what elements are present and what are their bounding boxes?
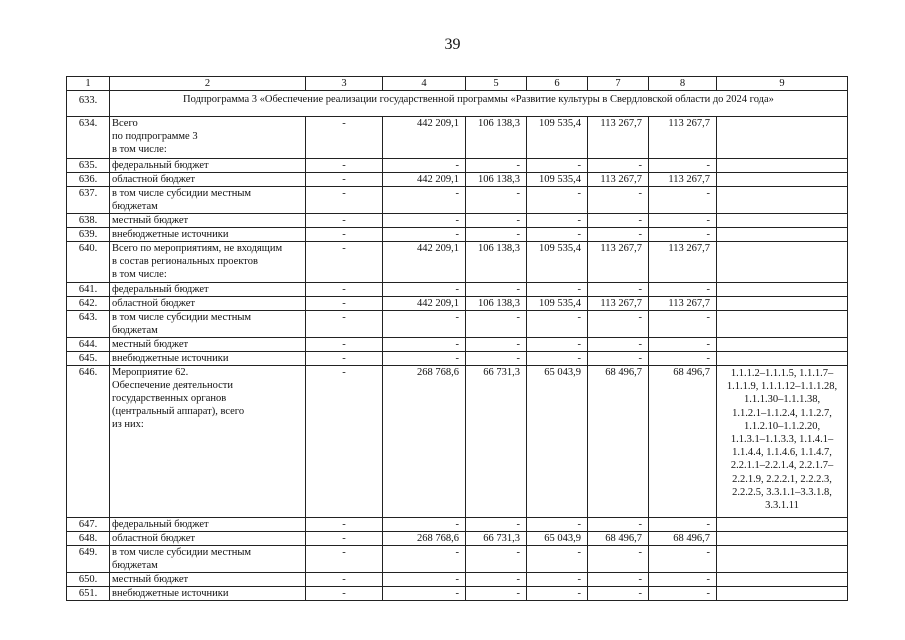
row-label: областной бюджет [110, 532, 306, 546]
cell-target-codes [717, 159, 848, 173]
table-row [67, 366, 848, 518]
table-row [67, 117, 848, 159]
cell-year-2020: - [466, 283, 527, 297]
column-number: 4 [383, 77, 466, 91]
cell-year-2021: 109 535,4 [527, 173, 588, 187]
cell-total: - [383, 587, 466, 601]
cell-col3: - [306, 214, 383, 228]
budget-table [66, 76, 848, 601]
cell-col3: - [306, 173, 383, 187]
column-number: 9 [717, 77, 848, 91]
cell-year-2020: - [466, 214, 527, 228]
cell-col3: - [306, 311, 383, 338]
subprogram-row [67, 91, 848, 117]
cell-year-2022: - [588, 187, 649, 214]
table-row [67, 187, 848, 214]
row-number: 636. [67, 173, 110, 187]
row-number: 638. [67, 214, 110, 228]
cell-target-codes [717, 187, 848, 214]
row-label: в том числе субсидии местным бюджетам [110, 187, 306, 214]
cell-year-2020: 66 731,3 [466, 532, 527, 546]
cell-target-codes [717, 546, 848, 573]
cell-year-2022: 68 496,7 [588, 366, 649, 518]
row-number: 642. [67, 297, 110, 311]
row-label: местный бюджет [110, 573, 306, 587]
cell-target-codes [717, 242, 848, 283]
cell-year-2021: 65 043,9 [527, 532, 588, 546]
cell-col3: - [306, 283, 383, 297]
cell-year-2022: 68 496,7 [588, 532, 649, 546]
column-number-row [67, 77, 848, 91]
cell-year-2023: 113 267,7 [649, 242, 717, 283]
cell-target-codes [717, 283, 848, 297]
row-number: 650. [67, 573, 110, 587]
cell-year-2021: - [527, 518, 588, 532]
column-number: 8 [649, 77, 717, 91]
cell-total: 442 209,1 [383, 117, 466, 159]
cell-target-codes [717, 214, 848, 228]
cell-year-2023: - [649, 159, 717, 173]
cell-col3: - [306, 352, 383, 366]
table-row [67, 173, 848, 187]
subprogram-title: Подпрограмма 3 «Обеспечение реализации государственной программы «Развитие культуры в Свердловской области до 2024 года» [110, 91, 848, 117]
row-number: 635. [67, 159, 110, 173]
cell-col3: - [306, 159, 383, 173]
cell-col3: - [306, 117, 383, 159]
table-row [67, 546, 848, 573]
cell-year-2022: 113 267,7 [588, 173, 649, 187]
cell-year-2022: - [588, 587, 649, 601]
cell-total: - [383, 159, 466, 173]
cell-year-2020: - [466, 159, 527, 173]
cell-year-2021: - [527, 587, 588, 601]
row-label: местный бюджет [110, 214, 306, 228]
row-number: 645. [67, 352, 110, 366]
cell-year-2021: - [527, 159, 588, 173]
row-label: в том числе субсидии местным бюджетам [110, 546, 306, 573]
cell-col3: - [306, 573, 383, 587]
cell-year-2020: 66 731,3 [466, 366, 527, 518]
cell-year-2022: - [588, 352, 649, 366]
cell-year-2022: 113 267,7 [588, 297, 649, 311]
column-number: 7 [588, 77, 649, 91]
cell-year-2020: - [466, 518, 527, 532]
row-label: Всего по подпрограмме 3 в том числе: [110, 117, 306, 159]
cell-total: - [383, 214, 466, 228]
cell-year-2020: - [466, 187, 527, 214]
column-number: 1 [67, 77, 110, 91]
row-number: 644. [67, 338, 110, 352]
cell-year-2021: - [527, 352, 588, 366]
row-number: 637. [67, 187, 110, 214]
table-row [67, 297, 848, 311]
cell-target-codes: 1.1.1.2–1.1.1.5, 1.1.1.7– 1.1.1.9, 1.1.1.12–1.1.1.28, 1.1.1.30–1.1.1.38, 1.1.2.1–1.1.2.4, 1.1.2.7, 1.1.2.10–1.1.2.20, 1.1.3.1–1.1.3.3, 1.1.4.1– 1.1.4.4, 1.1.4.6, 1.1.4.7, 2.2.1.1–2.2.1.4, 2.2.1.7– 2.2.1.9, 2.2.2.1, 2.2.2.3, 2.2.2.5, 3.3.1.1–3.3.1.8, 3.3.1.11 [717, 366, 848, 518]
cell-year-2020: 106 138,3 [466, 242, 527, 283]
cell-year-2022: - [588, 283, 649, 297]
cell-target-codes [717, 338, 848, 352]
cell-total: - [383, 283, 466, 297]
cell-year-2023: - [649, 546, 717, 573]
cell-year-2023: - [649, 228, 717, 242]
row-label: областной бюджет [110, 173, 306, 187]
cell-year-2021: 109 535,4 [527, 297, 588, 311]
cell-year-2023: - [649, 187, 717, 214]
cell-target-codes [717, 117, 848, 159]
row-number: 647. [67, 518, 110, 532]
table-row [67, 214, 848, 228]
cell-year-2023: - [649, 352, 717, 366]
cell-year-2020: 106 138,3 [466, 297, 527, 311]
cell-col3: - [306, 587, 383, 601]
row-label: Всего по мероприятиям, не входящим в состав региональных проектов в том числе: [110, 242, 306, 283]
row-number: 634. [67, 117, 110, 159]
column-number: 2 [110, 77, 306, 91]
cell-col3: - [306, 242, 383, 283]
cell-target-codes [717, 352, 848, 366]
cell-col3: - [306, 338, 383, 352]
cell-total: - [383, 187, 466, 214]
row-number: 633. [67, 91, 110, 117]
cell-year-2021: - [527, 311, 588, 338]
row-label: внебюджетные источники [110, 587, 306, 601]
cell-total: - [383, 228, 466, 242]
cell-year-2023: - [649, 518, 717, 532]
row-number: 649. [67, 546, 110, 573]
table-row [67, 311, 848, 338]
cell-total: 268 768,6 [383, 532, 466, 546]
row-label: внебюджетные источники [110, 228, 306, 242]
cell-year-2021: - [527, 283, 588, 297]
cell-year-2023: - [649, 311, 717, 338]
cell-year-2023: 68 496,7 [649, 366, 717, 518]
cell-col3: - [306, 297, 383, 311]
cell-year-2023: - [649, 214, 717, 228]
cell-target-codes [717, 297, 848, 311]
column-number: 6 [527, 77, 588, 91]
cell-year-2023: 113 267,7 [649, 297, 717, 311]
row-label: в том числе субсидии местным бюджетам [110, 311, 306, 338]
table-row [67, 587, 848, 601]
cell-target-codes [717, 518, 848, 532]
row-number: 641. [67, 283, 110, 297]
table-row [67, 242, 848, 283]
row-label: областной бюджет [110, 297, 306, 311]
cell-year-2020: 106 138,3 [466, 173, 527, 187]
cell-year-2020: - [466, 352, 527, 366]
cell-year-2022: - [588, 573, 649, 587]
cell-total: 442 209,1 [383, 173, 466, 187]
cell-year-2020: - [466, 573, 527, 587]
cell-total: - [383, 338, 466, 352]
cell-target-codes [717, 532, 848, 546]
page-number: 39 [444, 36, 461, 53]
cell-year-2023: 68 496,7 [649, 532, 717, 546]
cell-year-2021: 109 535,4 [527, 117, 588, 159]
cell-col3: - [306, 546, 383, 573]
cell-year-2020: - [466, 311, 527, 338]
cell-year-2021: 109 535,4 [527, 242, 588, 283]
row-label: федеральный бюджет [110, 518, 306, 532]
table-row [67, 283, 848, 297]
cell-year-2022: - [588, 214, 649, 228]
table-row [67, 352, 848, 366]
cell-col3: - [306, 187, 383, 214]
cell-year-2022: 113 267,7 [588, 117, 649, 159]
cell-target-codes [717, 311, 848, 338]
cell-col3: - [306, 228, 383, 242]
table-row [67, 159, 848, 173]
cell-year-2022: 113 267,7 [588, 242, 649, 283]
cell-year-2021: - [527, 228, 588, 242]
row-number: 648. [67, 532, 110, 546]
cell-year-2021: - [527, 573, 588, 587]
row-label: внебюджетные источники [110, 352, 306, 366]
cell-total: - [383, 311, 466, 338]
cell-year-2021: - [527, 187, 588, 214]
cell-total: - [383, 518, 466, 532]
table-row [67, 518, 848, 532]
row-label: Мероприятие 62. Обеспечение деятельности государственных органов (центральный аппарат), всего из них: [110, 366, 306, 518]
cell-total: 442 209,1 [383, 297, 466, 311]
cell-target-codes [717, 173, 848, 187]
cell-col3: - [306, 532, 383, 546]
cell-year-2022: - [588, 338, 649, 352]
column-number: 5 [466, 77, 527, 91]
cell-total: 442 209,1 [383, 242, 466, 283]
cell-year-2023: - [649, 283, 717, 297]
cell-year-2021: - [527, 546, 588, 573]
cell-year-2020: - [466, 546, 527, 573]
cell-year-2022: - [588, 228, 649, 242]
cell-target-codes [717, 573, 848, 587]
cell-target-codes [717, 228, 848, 242]
column-number: 3 [306, 77, 383, 91]
table-row [67, 532, 848, 546]
row-number: 646. [67, 366, 110, 518]
cell-year-2020: - [466, 338, 527, 352]
row-label: федеральный бюджет [110, 159, 306, 173]
table-row [67, 228, 848, 242]
cell-year-2023: - [649, 338, 717, 352]
cell-year-2023: 113 267,7 [649, 117, 717, 159]
table-row [67, 573, 848, 587]
cell-total: 268 768,6 [383, 366, 466, 518]
cell-year-2023: 113 267,7 [649, 173, 717, 187]
cell-year-2021: 65 043,9 [527, 366, 588, 518]
cell-total: - [383, 546, 466, 573]
row-number: 651. [67, 587, 110, 601]
cell-col3: - [306, 518, 383, 532]
cell-col3: - [306, 366, 383, 518]
row-number: 640. [67, 242, 110, 283]
cell-year-2023: - [649, 587, 717, 601]
cell-year-2023: - [649, 573, 717, 587]
cell-target-codes [717, 587, 848, 601]
cell-year-2022: - [588, 518, 649, 532]
table-row [67, 338, 848, 352]
row-label: федеральный бюджет [110, 283, 306, 297]
cell-year-2022: - [588, 159, 649, 173]
row-label: местный бюджет [110, 338, 306, 352]
row-number: 639. [67, 228, 110, 242]
cell-total: - [383, 573, 466, 587]
cell-year-2021: - [527, 338, 588, 352]
cell-year-2022: - [588, 546, 649, 573]
cell-year-2020: - [466, 587, 527, 601]
cell-year-2022: - [588, 311, 649, 338]
cell-total: - [383, 352, 466, 366]
row-number: 643. [67, 311, 110, 338]
cell-year-2020: - [466, 228, 527, 242]
cell-year-2021: - [527, 214, 588, 228]
cell-year-2020: 106 138,3 [466, 117, 527, 159]
